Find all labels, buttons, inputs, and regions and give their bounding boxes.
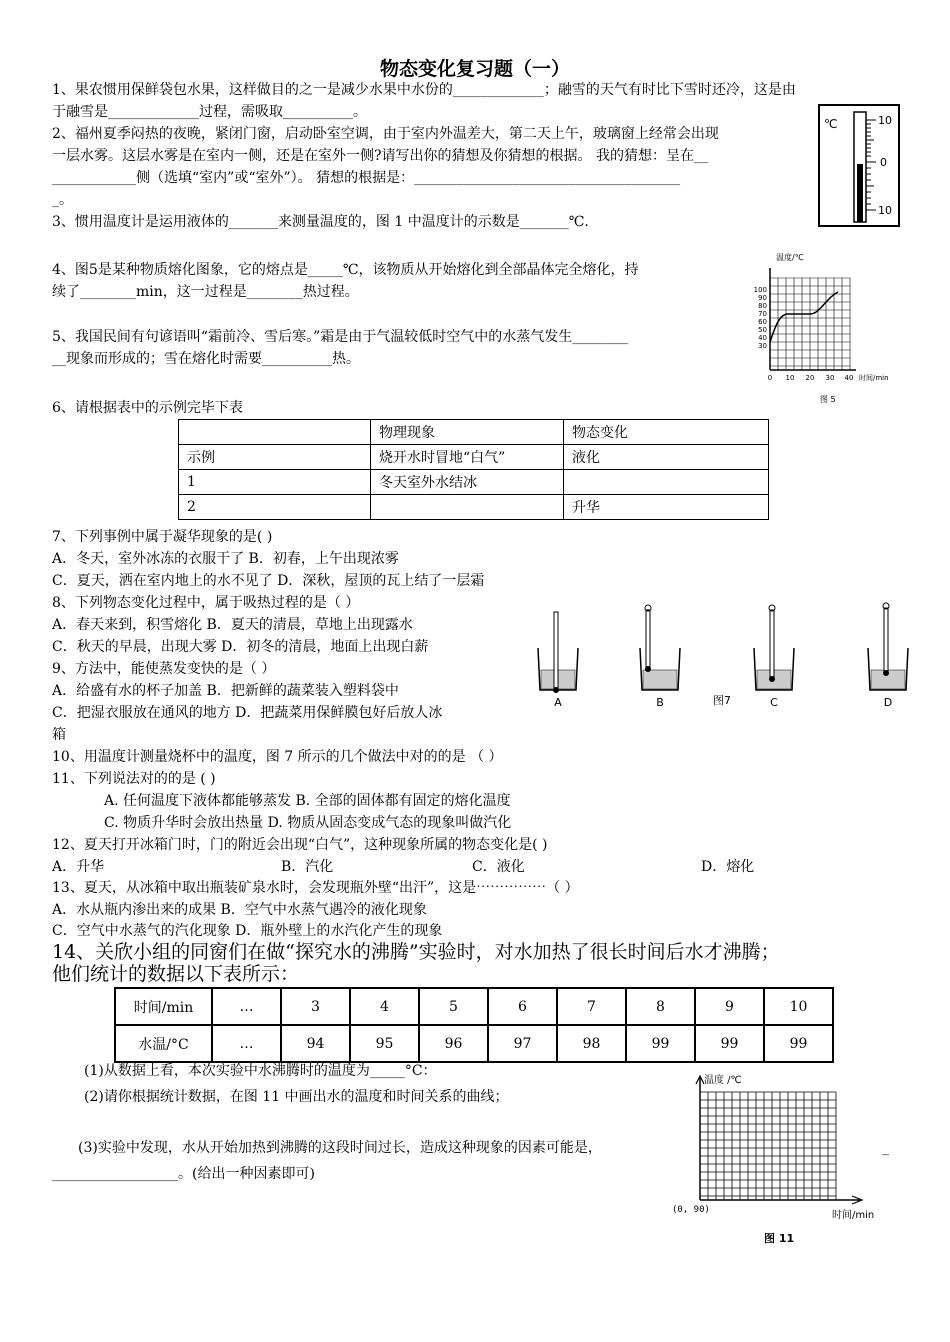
fig5-ytick: 90 [758, 294, 767, 302]
q13-options-cd: C．空气中水蒸气的汽化现象 D．瓶外壁上的水汽化产生的现象 [52, 923, 443, 939]
fig5-ytick: 50 [758, 326, 767, 334]
q12-option-a: A．升华 [52, 859, 105, 875]
q14-temp-cell: 99 [695, 1025, 764, 1062]
q14-time-cell: 6 [488, 988, 557, 1025]
q10-line: 10、用温度计测量烧杯中的温度，图 7 所示的几个做法中对的的是 （ ） [52, 749, 503, 765]
fig7-caption: 图7 [713, 694, 731, 707]
q6-cell: 冬天室外水结冰 [371, 470, 564, 495]
q13-line: 13、夏天，从冰箱中取出瓶装矿泉水时，会发现瓶外壁“出汗”，这是⋯⋯⋯⋯⋯（ ） [52, 880, 579, 896]
q7-options-cd: C．夏天，洒在室内地上的水不见了 D．深秋，屋顶的瓦上结了一层霜 [52, 573, 485, 589]
q6-cell: 1 [179, 470, 371, 495]
fig5-melting-graph [748, 248, 908, 408]
fig5-ytick: 70 [758, 310, 767, 318]
q14-part-2: (2)请你根据统计数据，在图 11 中画出水的温度和时间关系的曲线； [84, 1089, 509, 1105]
q3-line: 3、惯用温度计是运用液体的_______来测量温度的，图 1 中温度计的示数是_______℃. [52, 214, 589, 230]
q14-time-cell: … [212, 988, 281, 1025]
q14-temp-cell: 95 [350, 1025, 419, 1062]
q14-table [114, 987, 834, 1063]
fig5-xtick: 0 [767, 374, 773, 382]
fig11-ylabel: 温度 /℃ [704, 1075, 742, 1086]
q14-part-3-cont: __________________。(给出一种因素即可) [52, 1166, 315, 1182]
q9-line: 9、方法中，能使蒸发变快的是（ ） [52, 661, 276, 677]
q11-options-ab: A. 任何温度下液体都能够蒸发 B. 全部的固体都有固定的熔化温度 [104, 793, 511, 809]
q14-temp-cell: 98 [557, 1025, 626, 1062]
fig5-xtick: 30 [825, 374, 835, 382]
q1-line-2: 于融雪是_____________过程，需吸取__________。 [52, 104, 367, 120]
fig5-xtick: 10 [785, 374, 795, 382]
q14-temp-label: 水温/°C [115, 1025, 212, 1062]
q6-cell [371, 495, 564, 520]
fig5-xtick: 20 [805, 374, 815, 382]
q7-options-ab: A．冬天，室外冰冻的衣服干了 B．初春，上午出现浓雾 [52, 551, 399, 567]
q12-option-c: C．液化 [472, 859, 525, 875]
q14-temp-cell: 99 [626, 1025, 695, 1062]
fig7-label-b: B [656, 696, 664, 709]
q14-time-label: 时间/min [115, 988, 212, 1025]
q6-cell: 2 [179, 495, 371, 520]
fig11-xlabel: 时间/min [832, 1210, 875, 1221]
q13-options-ab: A．水从瓶内渗出来的成果 B．空气中水蒸气遇冷的液化现象 [52, 902, 427, 918]
fig1-thermometer [818, 104, 900, 228]
q8-line: 8、下列物态变化过程中，属于吸热过程的是（ ） [52, 595, 360, 611]
fig7-label-a: A [554, 696, 562, 709]
q14-line-2: 他们统计的数据以下表所示： [52, 963, 300, 985]
q12-line: 12、夏天打开冰箱门时，门的附近会出现“白气”，这种现象所属的物态变化是( ) [52, 837, 548, 853]
fig11-blank-grid [668, 1066, 890, 1252]
q1-line-1: 1、果农惯用保鲜袋包水果，这样做目的之一是减少水果中水份的_____________；融雪的天气有时比下雪时还冷，这是由 [52, 82, 796, 98]
q14-time-cell: 3 [281, 988, 350, 1025]
fig7-label-c: C [770, 696, 778, 709]
q5-line-1: 5、我国民间有句谚语叫“霜前冷、雪后寒。”霜是由于气温较低时空气中的水蒸气发生________ [52, 329, 629, 345]
fig1-unit: ℃ [824, 117, 838, 131]
fig5-grid [770, 278, 850, 370]
fig11-origin: (0, 90) [672, 1205, 710, 1215]
q5-line-2: __现象而形成的；雪在熔化时需要__________热。 [52, 351, 360, 367]
fig5-ytick: 60 [758, 318, 767, 326]
q11-line: 11、下列说法对的的是 ( ) [52, 771, 216, 787]
q6-cell: 示例 [179, 445, 371, 470]
q6-cell: 液化 [564, 445, 769, 470]
q2-line-2: 一层水雾。这层水雾是在室内一侧，还是在室外一侧?请写出你的猜想及你猜想的根据。 我的猜想：呈在__ [52, 148, 708, 164]
fig5-xtick: 40 [844, 374, 854, 382]
q6-line: 6、请根据表中的示例完毕下表 [52, 400, 243, 416]
fig1-tick: 10 [878, 204, 892, 217]
fig7-beakers [530, 600, 910, 715]
q9-options-cd: C．把湿衣服放在通风的地方 D．把蔬菜用保鲜膜包好后放人冰 [52, 705, 443, 721]
q14-time-cell: 9 [695, 988, 764, 1025]
q14-time-cell: 4 [350, 988, 419, 1025]
q6-header-blank [179, 420, 371, 445]
q6-table [178, 419, 769, 520]
q14-time-cell: 7 [557, 988, 626, 1025]
fig7-label-d: D [883, 696, 893, 709]
q4-line-2: 续了________min，这一过程是________热过程。 [52, 284, 359, 300]
fig5-ytick: 100 [753, 286, 767, 294]
fig5-ytick: 80 [758, 302, 767, 310]
fig7-beaker-a [538, 612, 578, 693]
q11-options-cd: C. 物质升华时会放出热量 D. 物质从固态变成气态的现象叫做汽化 [104, 815, 512, 831]
fig5-curve [770, 292, 838, 342]
q6-cell: 烧开水时冒地“白气” [371, 445, 564, 470]
q9-options-ab: A．给盛有水的杯子加盖 B．把新鲜的蔬菜装入塑料袋中 [52, 683, 399, 699]
q6-header-change: 物态变化 [564, 420, 769, 445]
q2-line-1: 2、福州夏季闷热的夜晚，紧闭门窗，启动卧室空调，由于室内外温差大，第二天上午，玻璃窗上经常会出现 [52, 126, 719, 142]
q14-temp-cell: 99 [764, 1025, 833, 1062]
fig5-ytick: 30 [758, 342, 767, 350]
q14-temp-cell: 97 [488, 1025, 557, 1062]
fig5-caption: 图 5 [820, 395, 836, 404]
fig5-xlabel: 时间/min [859, 374, 889, 382]
q2-line-3: ____________侧（选填“室内”或“室外”）。 猜想的根据是：______________________________________ [52, 170, 681, 186]
q14-time-cell: 8 [626, 988, 695, 1025]
q7-line: 7、下列事例中属于凝华现象的是( ) [52, 529, 273, 545]
q14-temp-cell: … [212, 1025, 281, 1062]
fig5-ylabel: 温度/℃ [776, 253, 804, 262]
q2-line-4: _。 [52, 192, 73, 208]
q6-cell: 升华 [564, 495, 769, 520]
q14-time-cell: 10 [764, 988, 833, 1025]
fig7-beaker-b [640, 605, 680, 690]
q14-part-1: (1)从数据上看，本次实验中水沸腾时的温度为_____°C： [84, 1063, 437, 1079]
q14-part-3: (3)实验中发现，水从开始加热到沸腾的这段时间过长，造成这种现象的因素可能是， [78, 1140, 602, 1156]
page-title: 物态变化复习题（一） [379, 58, 570, 80]
fig11-grid [700, 1092, 836, 1200]
q14-temp-cell: 94 [281, 1025, 350, 1062]
fig11-caption: 图 11 [764, 1232, 795, 1245]
q12-option-b: B．汽化 [281, 859, 334, 875]
q8-options-cd: C．秋天的早晨，出现大雾 D．初冬的清晨，地面上出现白薪 [52, 639, 429, 655]
fig1-tick: 10 [878, 114, 892, 127]
q14-time-cell: 5 [419, 988, 488, 1025]
q14-part-3-dash: _ [882, 1140, 889, 1156]
q12-option-d: D．熔化 [701, 859, 755, 875]
q8-options-ab: A．春天来到，积雪熔化 B．夏天的清晨，草地上出现露水 [52, 617, 413, 633]
fig1-tick: 0 [880, 156, 887, 169]
fig5-ytick: 40 [758, 334, 767, 342]
fig7-beaker-d [868, 603, 908, 690]
q9-line-cont: 箱 [52, 727, 66, 743]
q6-cell [564, 470, 769, 495]
q14-temp-cell: 96 [419, 1025, 488, 1062]
fig7-beaker-c [754, 605, 794, 690]
q6-header-phenomenon: 物理现象 [371, 420, 564, 445]
q4-line-1: 4、图5是某种物质熔化图象，它的熔点是_____℃，该物质从开始熔化到全部晶体完全熔化，持 [52, 262, 639, 278]
q14-line-1: 14、关欣小组的同窗们在做“探究水的沸腾”实验时，对水加热了很长时间后水才沸腾； [52, 941, 780, 963]
